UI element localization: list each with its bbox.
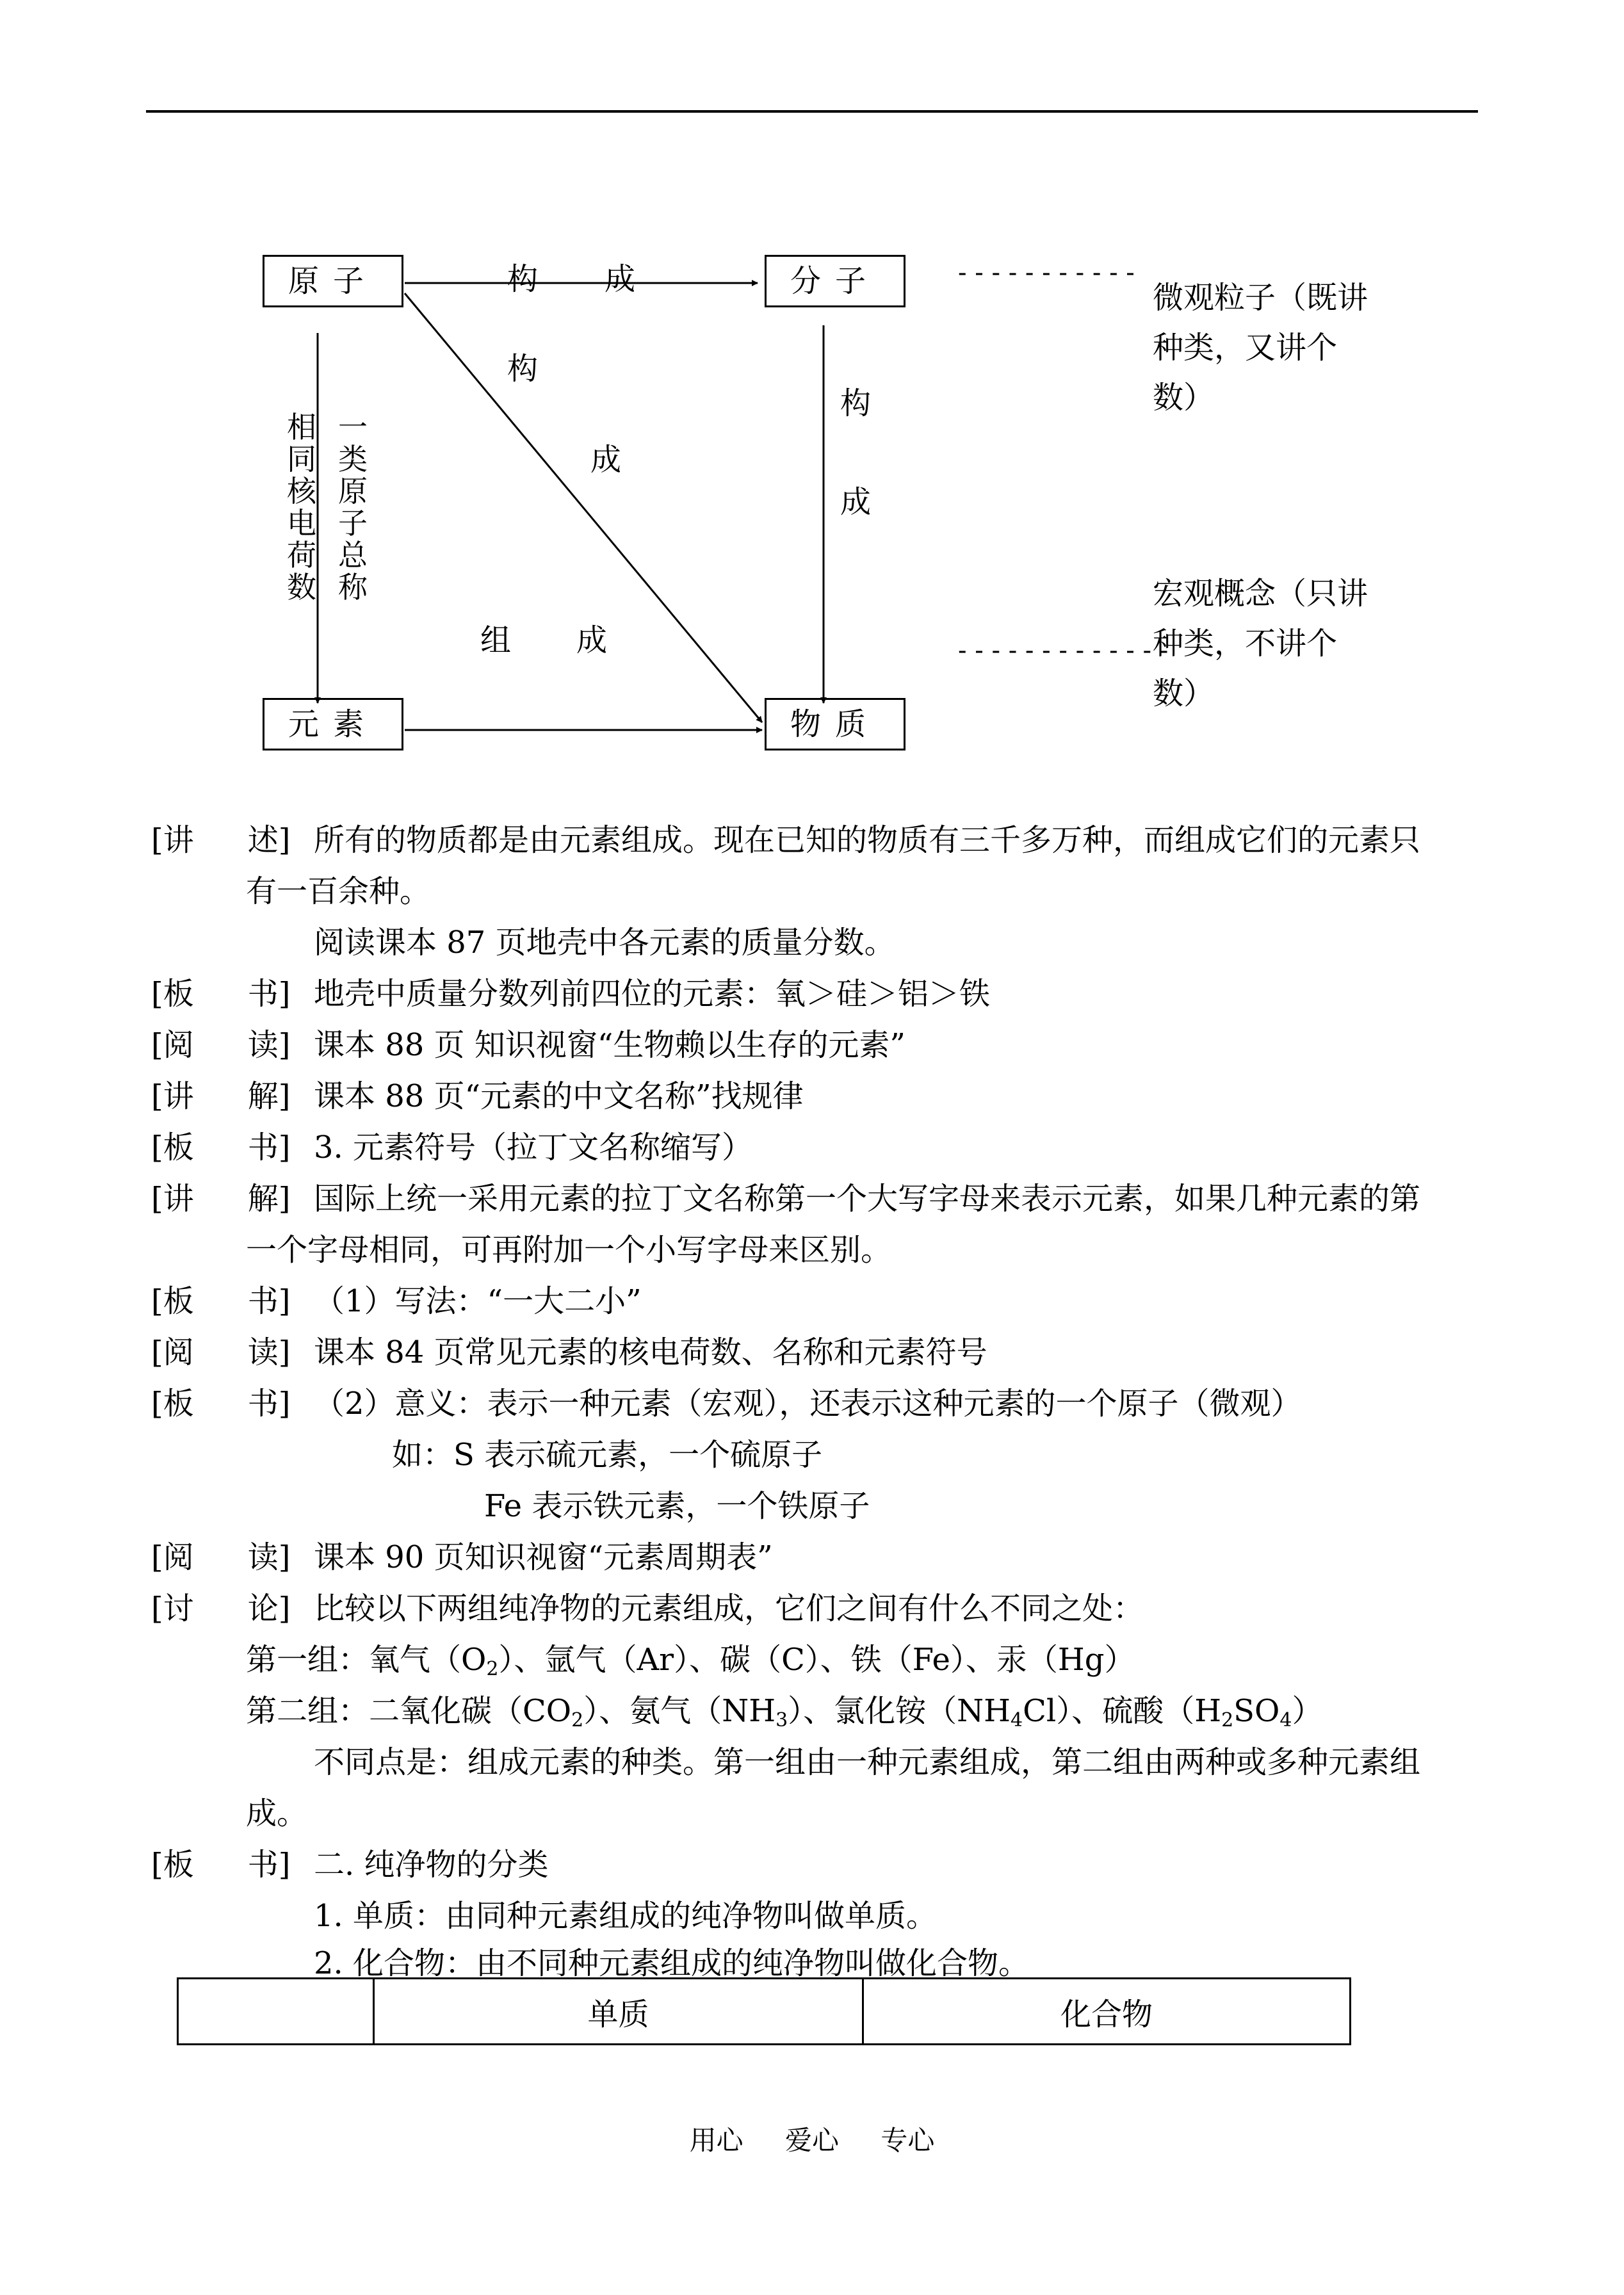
- table-header-empty: [179, 1979, 375, 2043]
- diagram-arrows: [0, 0, 1624, 800]
- line-text: 课本 90 页知识视窗“元素周期表”: [314, 1539, 773, 1575]
- line-10: [0, 1276, 1624, 1327]
- line-6: [0, 1071, 1624, 1122]
- label-diag-1: 构: [507, 351, 539, 387]
- line-5: [0, 1019, 1624, 1071]
- line-text: 第二组：二氧化碳$(CO_2)$、氨气$(NH_3)$、氯化铵$(NH_4Cl)$、硫酸$(H_2SO_4)$: [246, 1693, 1323, 1731]
- line-text: 课本 84 页常见元素的核电荷数、名称和元素符号: [314, 1334, 987, 1370]
- classification-table: [177, 1977, 1351, 2045]
- box-atom: 原子: [263, 255, 403, 307]
- line-21: [0, 1839, 1624, 1890]
- label-right-2: 成: [840, 484, 872, 520]
- line-13: [0, 1429, 1624, 1480]
- line-18-group2: [0, 1685, 1624, 1737]
- line-text: 3. 元素符号（拉丁文名称缩写）: [314, 1130, 753, 1165]
- line-11: [0, 1327, 1624, 1378]
- dashes-bottom: - - - - - - - - - - - - -: [958, 636, 1169, 665]
- line-2: [0, 866, 1624, 917]
- line-12: [0, 1378, 1624, 1429]
- line-text: 有一百余种。: [246, 873, 431, 909]
- line-17-group1: [0, 1634, 1624, 1685]
- line-9: [0, 1224, 1624, 1276]
- line-text: 比较以下两组纯净物的元素组成，它们之间有什么不同之处：: [314, 1591, 1144, 1626]
- page-footer: [0, 2120, 1624, 2158]
- table-header-element-substance: 单质: [375, 1979, 864, 2043]
- line-text: 阅读课本 87 页地壳中各元素的质量分数。: [314, 925, 895, 961]
- line-8: [0, 1173, 1624, 1224]
- line-text: 一个字母相同，可再附加一个小写字母来区别。: [246, 1232, 892, 1268]
- section-tag: [板 书]: [151, 1130, 291, 1165]
- box-substance: 物质: [765, 698, 905, 750]
- section-tag: [板 书]: [151, 976, 291, 1012]
- line-19: [0, 1737, 1624, 1788]
- line-15: [0, 1532, 1624, 1583]
- footer-text: 专心: [881, 2125, 935, 2156]
- line-text: 1. 单质：由同种元素组成的纯净物叫做单质。: [314, 1898, 938, 1934]
- line-text: 2. 化合物：由不同种元素组成的纯净物叫做化合物。: [314, 1945, 1030, 1981]
- line-14: [0, 1480, 1624, 1532]
- section-tag: [板 书]: [151, 1386, 291, 1422]
- label-compose-top-1: 构: [507, 261, 539, 297]
- line-text: 不同点是：组成元素的种类。第一组由一种元素组成，第二组由两种或多种元素组: [314, 1744, 1421, 1780]
- box-element: 元素: [263, 698, 403, 750]
- table-header-compound: 化合物: [1060, 1996, 1153, 2032]
- line-text: 第一组：氧气$(O_2)$、氩气（Ar）、碳（C）、铁（Fe）、汞（Hg）: [246, 1642, 1135, 1680]
- label-right-1: 构: [840, 385, 872, 421]
- dashes-top: - - - - - - - - - - -: [958, 258, 1135, 288]
- line-3: [0, 917, 1624, 968]
- label-compose-1: 组: [480, 622, 512, 658]
- header-rule: [146, 110, 1478, 113]
- line-text: （1）写法：“一大二小”: [314, 1283, 642, 1319]
- section-tag: [板 书]: [151, 1847, 291, 1883]
- section-tag: [板 书]: [151, 1283, 291, 1319]
- label-compose-2: 成: [576, 622, 608, 658]
- section-tag: [讨 论]: [151, 1591, 291, 1626]
- vertical-label-same-charge: 相同核电荷数: [287, 410, 316, 604]
- section-tag: [阅 读]: [151, 1334, 291, 1370]
- section-tag: [讲 述]: [151, 822, 291, 858]
- line-22: [0, 1890, 1624, 1942]
- line-text: 如：S 表示硫元素，一个硫原子: [392, 1437, 823, 1473]
- section-tag: [阅 读]: [151, 1539, 291, 1575]
- line-text: 成。: [246, 1796, 308, 1831]
- vertical-label-atom-class: 一类原子总称: [338, 410, 368, 604]
- line-text: 国际上统一采用元素的拉丁文名称第一个大写字母来表示元素，如果几种元素的第: [314, 1181, 1421, 1217]
- line-16: [0, 1583, 1624, 1634]
- line-text: Fe 表示铁元素，一个铁原子: [484, 1488, 870, 1524]
- line-text: 二. 纯净物的分类: [314, 1847, 549, 1883]
- label-compose-top-2: 成: [605, 261, 636, 297]
- line-text: 地壳中质量分数列前四位的元素：氧＞硅＞铝＞铁: [314, 976, 991, 1012]
- footer-text: 爱心: [784, 2125, 839, 2156]
- section-tag: [讲 解]: [151, 1078, 291, 1114]
- box-molecule: 分子: [765, 255, 905, 307]
- line-4: [0, 968, 1624, 1019]
- line-7: [0, 1122, 1624, 1173]
- line-20: [0, 1788, 1624, 1839]
- line-text: （2）意义：表示一种元素（宏观），还表示这种元素的一个原子（微观）: [314, 1386, 1302, 1422]
- note-micro-particle: 微观粒子（既讲种类，又讲个数）: [1153, 280, 1368, 416]
- section-tag: [讲 解]: [151, 1181, 291, 1217]
- line-text: 课本 88 页 知识视窗“生物赖以生存的元素”: [314, 1027, 905, 1063]
- label-diag-2: 成: [590, 442, 622, 478]
- footer-text: 用心: [689, 2125, 743, 2156]
- note-macro-concept: 宏观概念（只讲种类，不讲个数）: [1153, 576, 1368, 711]
- line-text: 所有的物质都是由元素组成。现在已知的物质有三千多万种，而组成它们的元素只: [314, 822, 1421, 858]
- line-1: [0, 815, 1624, 866]
- line-text: 课本 88 页“元素的中文名称”找规律: [314, 1078, 804, 1114]
- section-tag: [阅 读]: [151, 1027, 291, 1063]
